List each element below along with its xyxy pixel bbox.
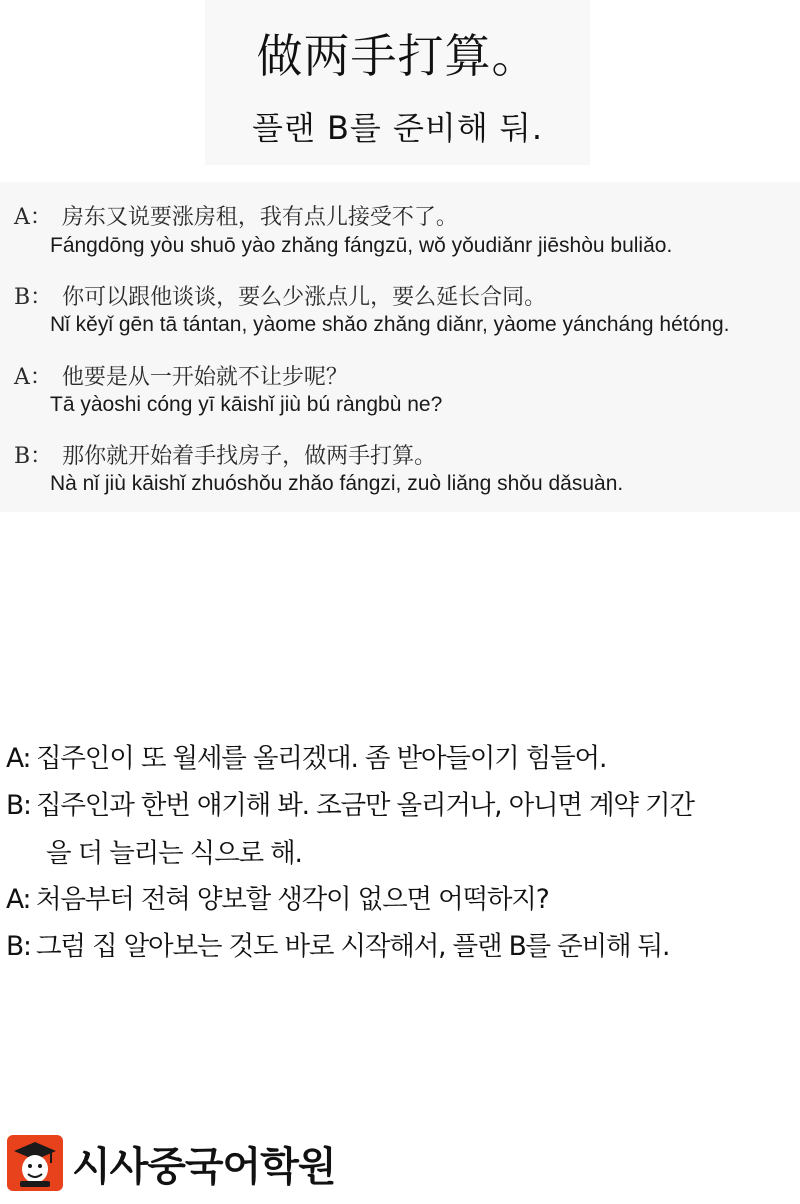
- translation-line: [46, 831, 800, 870]
- dialog-line-chinese: [14, 280, 796, 311]
- translation-text: 을 더 늘리는 식으로 해.: [46, 838, 302, 869]
- speaker-label: B:: [6, 790, 31, 821]
- translation-line: [6, 877, 800, 916]
- speaker-label: A：: [14, 205, 52, 230]
- academy-name: 시사중국어학원: [72, 1143, 336, 1190]
- dialog-line-chinese: [14, 439, 796, 470]
- speaker-label: B：: [14, 285, 53, 310]
- chinese-text: 他要是从一开始就不让步呢？: [61, 365, 348, 390]
- chinese-text: 房东又说要涨房租，我有点儿接受不了。: [61, 205, 458, 230]
- title-korean: 플랜 B를 준비해 둬.: [251, 109, 544, 147]
- speaker-label: A:: [6, 743, 31, 774]
- dialog-line-pinyin: Nǐ kěyǐ gēn tā tántan, yàome shǎo zhǎng diǎnr, yàome yáncháng hétóng.: [50, 313, 730, 336]
- speaker-label: A：: [14, 365, 52, 390]
- translation-line: [6, 783, 800, 822]
- academy-logo: [6, 1130, 335, 1196]
- dialog-line-chinese: [14, 200, 796, 231]
- speaker-label: A:: [6, 884, 31, 915]
- title-box: [205, 0, 590, 165]
- chinese-text: 那你就开始着手找房子，做两手打算。: [62, 444, 437, 469]
- title-chinese: 做两手打算。: [256, 29, 539, 83]
- translation-text: 처음부터 전혀 양보할 생각이 없으면 어떡하지?: [36, 884, 549, 915]
- translation-text: 그럼 집 알아보는 것도 바로 시작해서, 플랜 B를 준비해 둬.: [36, 931, 670, 962]
- dialog-line-chinese: [14, 360, 796, 391]
- chinese-dialog: [0, 182, 800, 512]
- translation-text: 집주인과 한번 얘기해 봐. 조금만 올리거나, 아니면 계약 기간: [36, 790, 694, 821]
- dialog-line-pinyin: Tā yàoshi cóng yī kāishǐ jiù bú ràngbù ne?: [50, 393, 443, 416]
- dialog-line-pinyin: Nà nǐ jiù kāishǐ zhuóshǒu zhǎo fángzi, zuò liǎng shǒu dǎsuàn.: [50, 472, 624, 495]
- translation-line: [6, 736, 800, 775]
- speaker-label: B：: [14, 444, 53, 469]
- graduate-mascot-icon: [6, 1134, 64, 1192]
- translation-text: 집주인이 또 월세를 올리겠대. 좀 받아들이기 힘들어.: [36, 743, 607, 774]
- translation-line: [6, 924, 800, 963]
- speaker-label: B:: [6, 931, 31, 962]
- chinese-text: 你可以跟他谈谈，要么少涨点儿，要么延长合同。: [62, 285, 547, 310]
- dialog-line-pinyin: Fángdōng yòu shuō yào zhǎng fángzū, wǒ yǒudiǎnr jiēshòu buliǎo.: [50, 234, 673, 257]
